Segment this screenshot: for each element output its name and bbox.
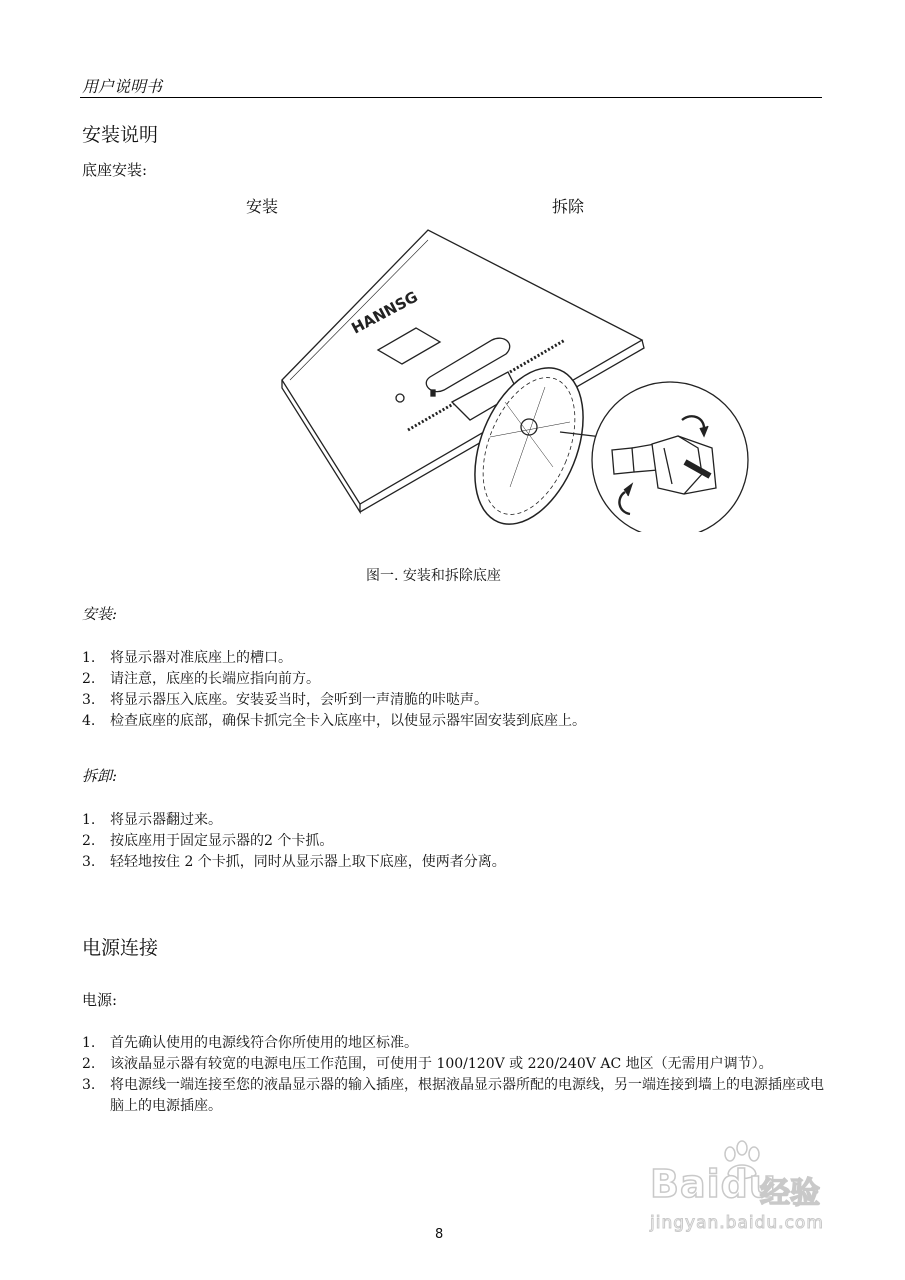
- watermark-brand: Baidu: [650, 1162, 777, 1206]
- stand-installation-figure: [280, 222, 750, 532]
- list-item: 2. 该液晶显示器有较宽的电源电压工作范围，可使用于 100/120V 或 220/240V AC 地区（无需用户调节）。: [82, 1056, 773, 1072]
- list-item: 1. 将显示器对准底座上的槽口。: [82, 650, 292, 666]
- figure-caption: 图一. 安装和拆除底座: [366, 568, 501, 584]
- power-steps-list: [82, 1033, 824, 1117]
- list-item: 3. 将电源线一端连接至您的液晶显示器的输入插座，根据液晶显示器所配的电源线，另一端连接到墙上的电源插座或电脑上的电源插座。: [82, 1077, 824, 1114]
- section-title-power: 电源连接: [82, 937, 159, 959]
- list-item: 1. 首先确认使用的电源线符合你所使用的地区标准。: [82, 1035, 418, 1051]
- subsection-title-base: 底座安装:: [82, 161, 148, 179]
- remove-steps-list: [82, 810, 506, 873]
- list-item: 2. 请注意，底座的长端应指向前方。: [82, 671, 320, 687]
- remove-title: 拆卸:: [82, 767, 118, 785]
- list-item: 4. 检查底座的底部，确保卡抓完全卡入底座中，以使显示器牢固安装到底座上。: [82, 713, 586, 729]
- header-title: 用户说明书: [82, 77, 163, 96]
- install-steps-list: [82, 648, 586, 732]
- subsection-title-power: 电源:: [82, 991, 118, 1009]
- baidu-watermark: [640, 1140, 850, 1240]
- page-number: 8: [435, 1227, 444, 1242]
- list-item: 3. 将显示器压入底座。安装妥当时，会听到一声清脆的咔哒声。: [82, 692, 488, 708]
- watermark-url: jingyan.baidu.com: [650, 1213, 824, 1233]
- list-item: 2. 按底座用于固定显示器的2 个卡抓。: [82, 833, 334, 849]
- figure-label-remove: 拆除: [552, 197, 585, 216]
- header-rule: [80, 97, 822, 98]
- figure-label-install: 安装: [246, 197, 279, 216]
- watermark-brand-cn: 经验: [760, 1176, 820, 1211]
- section-title-installation: 安装说明: [82, 124, 159, 146]
- list-item: 3. 轻轻地按住 2 个卡抓，同时从显示器上取下底座，使两者分离。: [82, 854, 506, 870]
- monitor-brand-logo: HANNSG: [348, 287, 421, 338]
- install-title: 安装:: [82, 605, 118, 623]
- list-item: 1. 将显示器翻过来。: [82, 812, 222, 828]
